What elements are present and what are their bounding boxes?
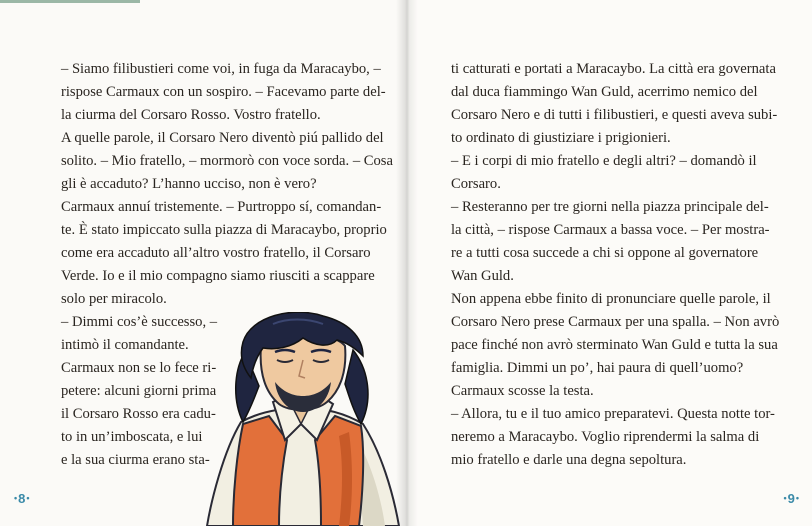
text-line: neremo a Maracaybo. Voglio riprendermi la salma di xyxy=(451,429,760,445)
text-line: la città, – rispose Carmaux a bassa voce. – Per mostra- xyxy=(451,222,770,238)
right-page xyxy=(405,0,812,526)
text-line: – Siamo filibustieri come voi, in fuga da Maracaybo, – xyxy=(61,61,381,77)
text-line: solo per miracolo. xyxy=(61,291,167,307)
text-line: – E i corpi di mio fratello e degli altri? – domandò il xyxy=(451,153,757,169)
text-line: re a tutti cosa succede a chi si oppone al governatore xyxy=(451,245,759,261)
text-line: Wan Guld. xyxy=(451,268,514,284)
text-line: solito. – Mio fratello, – mormorò con voce sorda. – Cosa xyxy=(61,153,393,169)
text-line: famiglia. Dimmi un po’, hai paura di quell’uomo? xyxy=(451,360,744,376)
text-line: dal duca fiammingo Wan Guld, acerrimo nemico del xyxy=(451,84,758,100)
left-page xyxy=(0,0,405,526)
page-number: •8• xyxy=(14,491,31,506)
text-line: Corsaro Nero prese Carmaux per una spalla. – Non avrò xyxy=(451,314,780,330)
text-line: to ordinato di giustiziare i prigionieri. xyxy=(451,130,671,146)
text-line: Non appena ebbe finito di pronunciare quelle parole, il xyxy=(451,291,771,307)
text-line: petere: alcuni giorni prima xyxy=(61,383,217,399)
text-line: il Corsaro Rosso era cadu- xyxy=(61,406,216,422)
text-line: – Resteranno per tre giorni nella piazza principale del- xyxy=(451,199,769,215)
text-line: A quelle parole, il Corsaro Nero diventò piú pallido del xyxy=(61,130,384,146)
text-line: – Dimmi cos’è successo, – xyxy=(61,314,218,330)
text-line: gli è accaduto? L’hanno ucciso, non è vero? xyxy=(61,176,317,192)
text-line: Carmaux scosse la testa. xyxy=(451,383,594,399)
text-line: Carmaux non se lo fece ri- xyxy=(61,360,217,376)
text-line: e la sua ciurma erano sta- xyxy=(61,452,210,468)
text-line: la ciurma del Corsaro Rosso. Vostro fratello. xyxy=(61,107,321,123)
text-line: Corsaro Nero e di tutti i filibustieri, e questi aveva subi- xyxy=(451,107,778,123)
text-line: ti catturati e portati a Maracaybo. La città era governata xyxy=(451,61,776,77)
pirate-carmaux-illustration xyxy=(203,312,403,526)
text-line: pace finché non avrò sterminato Wan Guld e tutta la sua xyxy=(451,337,778,353)
page-number-text: 8 xyxy=(18,491,27,506)
text-line: come era accaduto all’altro vostro fratello, il Corsaro xyxy=(61,245,371,261)
page-number: •9• xyxy=(783,491,800,506)
text-line: Verde. Io e il mio compagno siamo riusciti a scappare xyxy=(61,268,375,284)
page-number-text: 9 xyxy=(787,491,796,506)
text-line: rispose Carmaux con un sospiro. – Facevamo parte del- xyxy=(61,84,386,100)
text-line: Corsaro. xyxy=(451,176,501,192)
text-line: mio fratello e darle una degna sepoltura. xyxy=(451,452,687,468)
text-line: intimò il comandante. xyxy=(61,337,189,353)
text-line: to in un’imboscata, e lui xyxy=(61,429,203,445)
text-line: – Allora, tu e il tuo amico preparatevi. Questa notte tor- xyxy=(451,406,775,422)
text-line: Carmaux annuí tristemente. – Purtroppo sí, comandan- xyxy=(61,199,382,215)
page-edge-accent xyxy=(0,0,140,3)
text-line: te. È stato impiccato sulla piazza di Maracaybo, proprio xyxy=(61,222,387,238)
